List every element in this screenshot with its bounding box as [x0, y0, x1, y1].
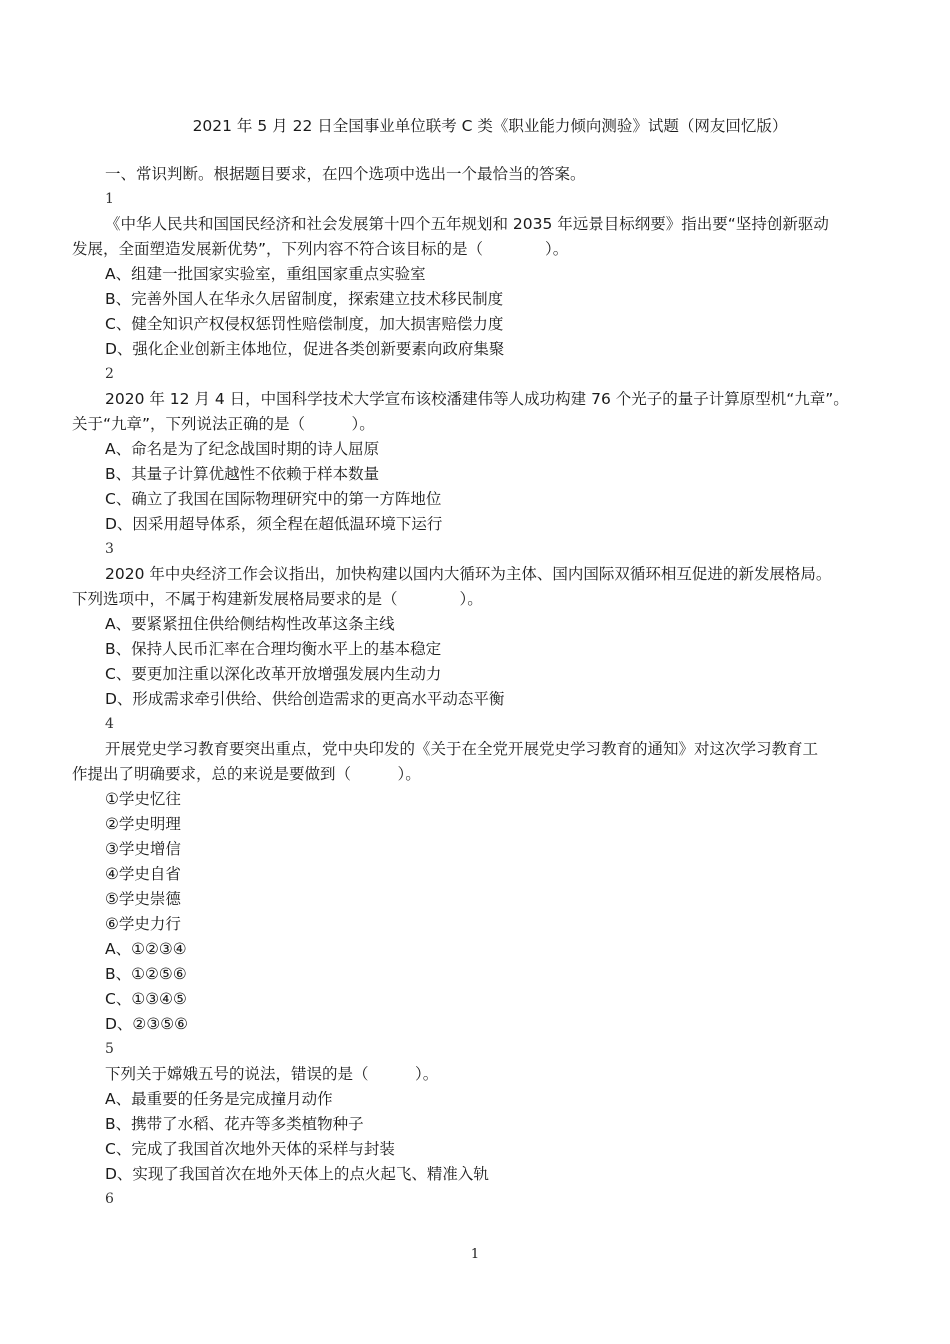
document-body: [72, 162, 892, 1212]
answer-option: C、确立了我国在国际物理研究中的第一方阵地位: [105, 490, 442, 508]
answer-option: D、实现了我国首次在地外天体上的点火起飞、精准入轨: [105, 1165, 489, 1183]
page-number: 1: [470, 1247, 480, 1262]
question-number: 1: [105, 191, 114, 207]
answer-option: B、保持人民币汇率在合理均衡水平上的基本稳定: [105, 640, 442, 658]
question-number: 3: [105, 541, 114, 557]
question-stem: 下列选项中，不属于构建新发展格局要求的是（ ）。: [72, 590, 483, 608]
question-stem: 《中华人民共和国国民经济和社会发展第十四个五年规划和 2035 年远景目标纲要》指出要“坚持创新驱动: [105, 215, 829, 233]
statement-item: ②学史明理: [105, 815, 181, 833]
question-stem: 2020 年 12 月 4 日，中国科学技术大学宣布该校潘建伟等人成功构建 76 个光子的量子计算原型机“九章”。: [105, 390, 849, 408]
statement-item: ①学史忆往: [105, 790, 181, 808]
answer-option: B、携带了水稻、花卉等多类植物种子: [105, 1115, 364, 1133]
answer-option: D、②③⑤⑥: [105, 1015, 189, 1033]
answer-option: D、强化企业创新主体地位，促进各类创新要素向政府集聚: [105, 340, 505, 358]
answer-option: C、①③④⑤: [105, 990, 187, 1008]
statement-item: ⑤学史崇德: [105, 890, 181, 908]
question-stem: 发展，全面塑造发展新优势”，下列内容不符合该目标的是（ ）。: [72, 240, 569, 258]
answer-option: C、要更加注重以深化改革开放增强发展内生动力: [105, 665, 442, 683]
statement-item: ④学史自省: [105, 865, 181, 883]
answer-option: A、命名是为了纪念战国时期的诗人屈原: [105, 440, 380, 458]
question-stem: 2020 年中央经济工作会议指出，加快构建以国内大循环为主体、国内国际双循环相互促进的新发展格局。: [105, 565, 832, 583]
question-number: 6: [105, 1191, 114, 1207]
question-stem: 开展党史学习教育要突出重点，党中央印发的《关于在全党开展党史学习教育的通知》对这次学习教育工: [105, 740, 819, 758]
answer-option: B、①②⑤⑥: [105, 965, 187, 983]
answer-option: D、形成需求牵引供给、供给创造需求的更高水平动态平衡: [105, 690, 505, 708]
document-title: 2021 年 5 月 22 日全国事业单位联考 C 类《职业能力倾向测验》试题（网友回忆版）: [192, 117, 788, 135]
answer-option: C、完成了我国首次地外天体的采样与封装: [105, 1140, 395, 1158]
question-stem: 关于“九章”，下列说法正确的是（ ）。: [72, 415, 375, 433]
answer-option: B、其量子计算优越性不依赖于样本数量: [105, 465, 380, 483]
answer-option: D、因采用超导体系，须全程在超低温环境下运行: [105, 515, 443, 533]
question-number: 5: [105, 1041, 114, 1057]
question-stem: 作提出了明确要求，总的来说是要做到（ ）。: [72, 765, 421, 783]
statement-item: ⑥学史力行: [105, 915, 181, 933]
section-heading: 一、常识判断。根据题目要求，在四个选项中选出一个最恰当的答案。: [105, 165, 586, 183]
question-number: 4: [105, 716, 114, 732]
question-stem: 下列关于嫦娥五号的说法，错误的是（ ）。: [105, 1065, 439, 1083]
answer-option: A、①②③④: [105, 940, 187, 958]
answer-option: B、完善外国人在华永久居留制度，探索建立技术移民制度: [105, 290, 504, 308]
answer-option: A、最重要的任务是完成撞月动作: [105, 1090, 333, 1108]
answer-option: A、要紧紧扭住供给侧结构性改革这条主线: [105, 615, 395, 633]
answer-option: A、组建一批国家实验室，重组国家重点实验室: [105, 265, 426, 283]
statement-item: ③学史增信: [105, 840, 181, 858]
answer-option: C、健全知识产权侵权惩罚性赔偿制度，加大损害赔偿力度: [105, 315, 504, 333]
question-number: 2: [105, 366, 114, 382]
